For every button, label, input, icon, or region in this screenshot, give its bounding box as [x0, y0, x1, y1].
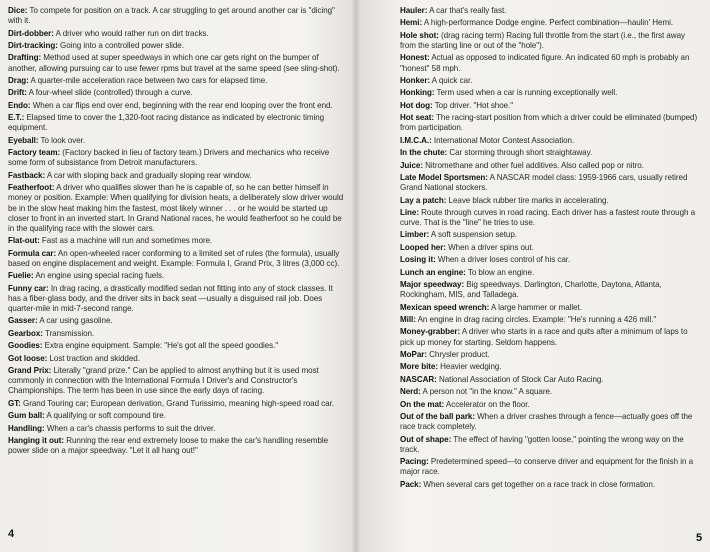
glossary-term: Eyeball:: [8, 135, 39, 145]
glossary-entry: [8, 148, 344, 168]
glossary-term: Drag:: [8, 75, 29, 85]
glossary-definition: A driver who qualifies slower than he is capable of, so he can better himself in money or position. Example: When qualifying for division heats, a deliberately slow driver would be in the slow heat making him the fastest, most likely winner . . . or he would be started up closer to front in an inverted start. In Grand National races, he would featherfoot so he could be in the qualifying race with the slower cars.: [8, 183, 344, 233]
glossary-entry: [400, 161, 702, 171]
glossary-entry: [400, 412, 702, 432]
glossary-term: Drift:: [8, 88, 27, 98]
glossary-term: E.T.:: [8, 113, 25, 123]
glossary-entry: [8, 53, 344, 73]
glossary-term: Gasser:: [8, 316, 38, 326]
glossary-entry: [400, 457, 702, 477]
glossary-entry: [8, 236, 344, 246]
glossary-term: Mexican speed wrench:: [400, 302, 490, 312]
glossary-entry: [8, 76, 344, 86]
glossary-term: Factory team:: [8, 148, 61, 158]
glossary-term: Endo:: [8, 100, 31, 110]
glossary-definition: A driver who would rather run on dirt tracks.: [53, 28, 209, 38]
glossary-term: Out of shape:: [400, 434, 452, 444]
glossary-term: Hot seat:: [400, 113, 434, 123]
glossary-definition: Going into a controlled power slide.: [57, 40, 184, 50]
glossary-entry: [8, 41, 344, 51]
page-number-right: 5: [696, 532, 703, 544]
glossary-definition: Leave black rubber tire marks in accelerating.: [446, 195, 609, 205]
page-number-left: 4: [8, 528, 15, 540]
glossary-term: Flat-out:: [8, 236, 40, 246]
glossary-entry: [8, 249, 344, 269]
glossary-term: Featherfoot:: [8, 183, 55, 193]
glossary-entry: [8, 101, 344, 111]
glossary-term: Drafting:: [8, 53, 42, 63]
glossary-entry: [400, 303, 702, 313]
glossary-entry: [400, 88, 702, 98]
glossary-entry: [400, 255, 702, 265]
glossary-definition: Extra engine equipment. Sample: "He's got all the speed goodies.": [42, 341, 279, 351]
glossary-entry: [400, 208, 702, 228]
glossary-term: Money-grabber:: [400, 327, 461, 337]
glossary-term: Hauler:: [400, 6, 428, 15]
glossary-term: Juice:: [400, 160, 423, 170]
glossary-term: Hole shot:: [400, 30, 439, 40]
glossary-term: Honest:: [400, 53, 430, 63]
glossary-term: NASCAR:: [400, 374, 437, 384]
glossary-entry: [8, 399, 344, 409]
glossary-entry: [400, 113, 702, 133]
glossary-term: Dirt-tracking:: [8, 40, 58, 50]
glossary-entry: [8, 436, 344, 456]
glossary-definition: Elapsed time to cover the 1,320-foot racing distance as indicated by electronic timing equipment.: [8, 113, 325, 133]
glossary-entry: [400, 136, 702, 146]
glossary-entry: [8, 171, 344, 181]
glossary-term: Gum ball:: [8, 411, 45, 421]
glossary-term: Major speedway:: [400, 280, 465, 290]
glossary-entry: [8, 329, 344, 339]
glossary-term: Hanging it out:: [8, 436, 65, 446]
right-column: [400, 6, 702, 492]
glossary-entry: [400, 435, 702, 455]
glossary-term: Hot dog:: [400, 100, 433, 110]
glossary-entry: [400, 315, 702, 325]
glossary-entry: [400, 230, 702, 240]
glossary-definition: A qualifying or soft compound tire.: [44, 411, 166, 421]
glossary-definition: A person not "in the know." A square.: [420, 387, 553, 397]
glossary-entry: [8, 354, 344, 364]
glossary-definition: A car that's really fast.: [427, 6, 507, 15]
glossary-definition: Running the rear end extremely loose to make the car's handling resemble power slide on a major speedway. "Let it all hang out!": [8, 436, 329, 456]
glossary-term: In the chute:: [400, 148, 448, 158]
glossary-definition: A driver who starts in a race and quits after a minimum of laps to pick up money for starting. Seldom happens.: [400, 327, 688, 347]
glossary-definition: When a driver loses control of his car.: [435, 255, 571, 265]
glossary-entry: [8, 113, 344, 133]
glossary-definition: A car with sloping back and gradually sloping rear window.: [45, 170, 252, 180]
glossary-entry: [400, 350, 702, 360]
glossary-entry: [400, 243, 702, 253]
glossary-term: More bite:: [400, 362, 438, 372]
glossary-entry: [8, 6, 344, 26]
glossary-entry: [400, 173, 702, 193]
glossary-entry: [400, 31, 702, 51]
glossary-definition: A four-wheel slide (controlled) through a curve.: [26, 88, 193, 98]
glossary-definition: Accelerator on the floor.: [444, 399, 530, 409]
glossary-entry: [400, 280, 702, 300]
glossary-definition: Heavier wedging.: [437, 362, 502, 372]
glossary-definition: (drag racing term) Racing full throttle from the start (i.e., the first away from the starting line or out of the "hole").: [400, 30, 685, 50]
glossary-definition: Lost traction and skidded.: [47, 353, 140, 363]
glossary-definition: An engine using special racing fuels.: [33, 271, 165, 281]
glossary-entry: [8, 316, 344, 326]
glossary-definition: Top driver. "Hot shoe.": [432, 100, 514, 110]
glossary-definition: A car using gasoline.: [37, 316, 113, 326]
glossary-definition: Transmission.: [42, 328, 95, 338]
glossary-definition: When several cars get together on a race track in close formation.: [421, 479, 655, 489]
glossary-term: Funny car:: [8, 283, 49, 293]
glossary-definition: International Motor Contest Association.: [431, 135, 575, 145]
glossary-entry: [8, 88, 344, 98]
glossary-entry: [8, 136, 344, 146]
glossary-term: Out of the ball park:: [400, 411, 475, 421]
glossary-definition: When a driver spins out.: [445, 242, 534, 252]
glossary-term: Dice:: [8, 6, 28, 15]
glossary-entry: [8, 411, 344, 421]
glossary-definition: When a driver crashes through a fence—actually goes off the race track completely.: [400, 411, 693, 432]
glossary-term: Formula car:: [8, 248, 57, 258]
glossary-definition: An open-wheeled racer conforming to a limited set of rules (the formula), usually based on engine displacement and weight. Example: Formula I, Grand Prix, 3 litres (3,000 cc).: [8, 248, 340, 268]
glossary-term: Honker:: [400, 75, 431, 85]
glossary-term: Lunch an engine:: [400, 267, 466, 277]
glossary-entry: [400, 101, 702, 111]
glossary-entry: [8, 29, 344, 39]
glossary-term: Looped her:: [400, 242, 446, 252]
glossary-definition: The racing-start position from which a driver could be eliminated (bumped) from participation.: [400, 113, 698, 133]
glossary-definition: To compete for position on a track. A car struggling to get around another car is "dicing" with it.: [8, 6, 335, 26]
glossary-definition: To blow an engine.: [465, 267, 535, 277]
glossary-term: Lay a patch:: [400, 195, 447, 205]
glossary-definition: A quarter-mile acceleration race between two cars for elapsed time.: [28, 75, 268, 85]
glossary-definition: Term used when a car is running exceptionally well.: [434, 88, 618, 98]
glossary-entry: [400, 6, 702, 16]
glossary-entry: [400, 327, 702, 347]
glossary-entry: [400, 53, 702, 73]
glossary-term: Hemi:: [400, 18, 423, 28]
glossary-term: Pack:: [400, 479, 422, 489]
glossary-definition: National Association of Stock Car Auto Racing.: [436, 374, 604, 384]
glossary-definition: In drag racing, a drastically modified sedan not fitting into any of stock classes. It has a fiber-glass body, and the driver sits in back seat —usually a disguised rail job. Does quarter-mile in mid-7-second range.: [8, 283, 333, 314]
glossary-entry: [8, 366, 344, 397]
glossary-entry: [400, 268, 702, 278]
glossary-definition: When a car's chassis performs to suit the driver.: [44, 423, 216, 433]
glossary-entry: [400, 18, 702, 28]
glossary-definition: A high-performance Dodge engine. Perfect combination—haulin' Hemi.: [422, 18, 674, 28]
glossary-entry: [8, 183, 344, 234]
glossary-term: Line:: [400, 207, 419, 217]
glossary-term: Late Model Sportsmen:: [400, 172, 488, 182]
glossary-definition: Chrysler product.: [426, 350, 490, 360]
glossary-term: Grand Prix:: [8, 366, 52, 376]
glossary-term: Mill:: [400, 315, 416, 325]
glossary-term: Fuelie:: [8, 271, 34, 281]
glossary-definition: An engine in drag racing circles. Example: "He's running a 426 mill.": [415, 315, 657, 325]
glossary-entry: [8, 424, 344, 434]
glossary-term: GT:: [8, 398, 21, 408]
glossary-term: Handling:: [8, 423, 45, 433]
left-column: [8, 6, 344, 459]
glossary-entry: [8, 271, 344, 281]
glossary-term: Dirt-dobber:: [8, 28, 54, 38]
glossary-definition: Actual as opposed to indicated figure. An indicated 60 mph is probably an "honest" 58 mph.: [400, 53, 690, 73]
glossary-definition: Predetermined speed—to conserve driver and equipment for the finish in a major race.: [400, 457, 694, 477]
glossary-term: Fastback:: [8, 170, 46, 180]
glossary-term: I.M.C.A.:: [400, 135, 432, 145]
glossary-term: Pacing:: [400, 457, 429, 467]
glossary-definition: A quick car.: [430, 75, 473, 85]
glossary-definition: Method used at super speedways in which one car gets right on the bumper of another, allowing pursuing car to use fewer rpms but travel at the same speed (see sling-shot).: [8, 53, 340, 73]
glossary-entry: [400, 196, 702, 206]
glossary-definition: A soft suspension setup.: [429, 230, 517, 240]
glossary-definition: Grand Touring car; European derivation, Grand Turissimo, meaning high-speed road car.: [20, 398, 334, 408]
glossary-term: Honking:: [400, 88, 435, 98]
glossary-term: MoPar:: [400, 350, 427, 360]
glossary-term: Nerd:: [400, 387, 421, 397]
glossary-entry: [400, 148, 702, 158]
glossary-entry: [400, 375, 702, 385]
glossary-definition: Literally "grand prize." Can be applied to almost anything but it is used most commonly in connection with the International Formula I Driver's and Constructor's Championships. The term has been in use since the early days of racing.: [8, 366, 319, 396]
glossary-entry: [8, 284, 344, 315]
glossary-definition: Nitromethane and other fuel additives. Also called pop or nitro.: [422, 160, 644, 170]
glossary-definition: The effect of having "gotten loose," pointing the wrong way on the track.: [400, 434, 684, 454]
glossary-term: Got loose:: [8, 353, 48, 363]
glossary-definition: A large hammer or mallet.: [489, 302, 582, 312]
glossary-entry: [8, 341, 344, 351]
glossary-definition: When a car flips end over end, beginning with the rear end looping over the front end.: [30, 100, 333, 110]
glossary-definition: Route through curves in road racing. Each driver has a fastest route through a curve. That is the "line" he tries to use.: [400, 207, 696, 228]
glossary-term: Limber:: [400, 230, 430, 240]
glossary-entry: [400, 76, 702, 86]
glossary-definition: Big speedways. Darlington, Charlotte, Daytona, Atlanta, Rockingham, MIS, and Talladega.: [400, 280, 662, 300]
glossary-definition: Fast as a machine will run and sometimes more.: [39, 236, 213, 246]
glossary-entry: [400, 400, 702, 410]
glossary-entry: [400, 480, 702, 490]
glossary-definition: Car storming through short straightaway.: [447, 148, 593, 158]
book-gutter: [351, 0, 361, 552]
glossary-entry: [400, 362, 702, 372]
glossary-definition: To look over.: [38, 135, 86, 145]
glossary-entry: [400, 387, 702, 397]
glossary-term: Gearbox:: [8, 328, 43, 338]
glossary-definition: A NASCAR model class: 1959-1966 cars, usually retired Grand National stockers.: [400, 172, 688, 193]
right-page: [356, 0, 710, 552]
glossary-term: Goodies:: [8, 341, 43, 351]
glossary-definition: (Factory backed in lieu of factory team.) Drivers and mechanics who receive some form of subsistance from Detroit manufacturers.: [8, 148, 330, 168]
glossary-term: Losing it:: [400, 255, 436, 265]
glossary-term: On the mat:: [400, 399, 445, 409]
